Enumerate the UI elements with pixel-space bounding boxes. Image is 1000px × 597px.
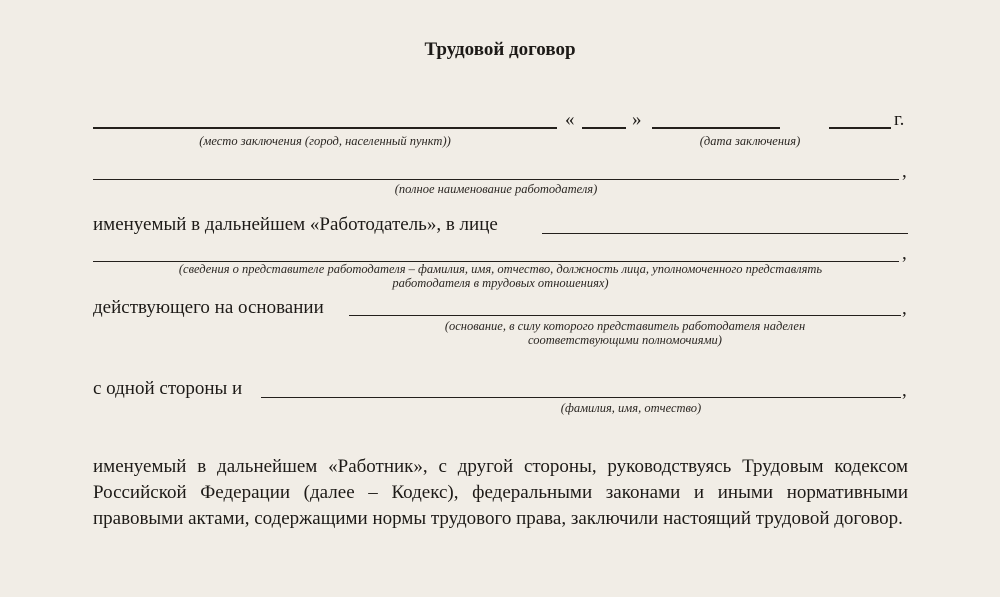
quote-close: » [632,109,642,130]
basis-label: действующего на основании [93,297,324,318]
document-title: Трудовой договор [424,39,576,60]
year-suffix: г. [894,109,905,130]
basis-hint-line-2: соответствующими полномочиями) [528,333,722,347]
place-hint: (место заключения (город, населенный пункт)) [199,134,451,148]
quote-open: « [565,109,575,130]
employee-name-line[interactable] [261,397,901,398]
representative-comma: , [902,243,907,264]
month-field-line[interactable] [652,127,780,129]
employer-hint: (полное наименование работодателя) [394,182,598,196]
place-field-line[interactable] [93,127,557,129]
employer-name-line[interactable] [93,179,899,180]
basis-comma: , [902,298,907,319]
basis-hint-line-1: (основание, в силу которого представитель работодателя наделен [444,319,806,333]
employee-comma: , [902,380,907,401]
representative-hint-line-1: (сведения о представителе работодателя – фамилия, имя, отчество, должность лица, уполномоченного представлять [178,262,823,276]
employee-hint: (фамилия, имя, отчество) [560,401,702,415]
employer-comma: , [902,161,907,182]
employee-label: с одной стороны и [93,378,243,399]
date-hint: (дата заключения) [699,134,801,148]
representative-hint-line-2: работодателя в трудовых отношениях) [392,276,609,290]
representative-line-1[interactable] [542,233,908,234]
representative-label: именуемый в дальнейшем «Работодатель», в лице [93,214,498,235]
year-field-line[interactable] [829,127,891,129]
closing-paragraph: именуемый в дальнейшем «Работник», с другой стороны, руководствуясь Трудовым кодексом Российской Федерации (далее – Кодекс), федеральными законами и иными нормативными правовыми актами, содержащими нормы трудового права, заключили настоящий трудовой договор. [93,456,908,529]
basis-line[interactable] [349,315,901,316]
day-field-line[interactable] [582,127,626,129]
